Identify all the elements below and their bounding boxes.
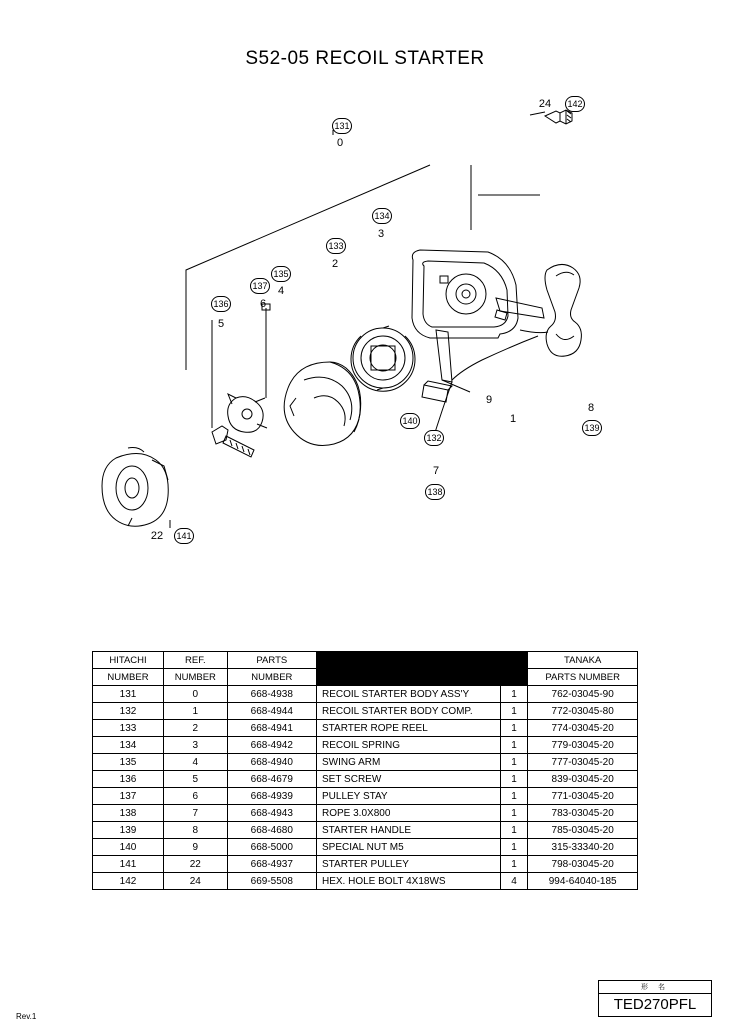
refnum-4: 4 [277, 285, 285, 297]
header-ref-number-2: NUMBER [163, 669, 227, 686]
cell-hitachi: 139 [93, 822, 164, 839]
refnum-1: 1 [509, 413, 517, 425]
cell-parts: 668-4937 [227, 856, 316, 873]
cell-hitachi: 131 [93, 686, 164, 703]
header-description [317, 652, 501, 686]
cell-tanaka: 994-64040-185 [528, 873, 638, 890]
cell-desc: HEX. HOLE BOLT 4X18WS [317, 873, 501, 890]
cell-ref: 6 [163, 788, 227, 805]
header-parts-number: PARTS [227, 652, 316, 669]
cell-tanaka: 772-03045-80 [528, 703, 638, 720]
refnum-22: 22 [150, 530, 164, 542]
exploded-view-diagram [0, 80, 730, 620]
table-row [93, 805, 638, 822]
cell-tanaka: 779-03045-20 [528, 737, 638, 754]
revision-label: Rev.1 [16, 1012, 37, 1021]
callout-132: 132 [424, 430, 444, 446]
cell-parts: 668-4680 [227, 822, 316, 839]
cell-tanaka: 315-33340-20 [528, 839, 638, 856]
cell-desc: RECOIL STARTER BODY COMP. [317, 703, 501, 720]
part-recoil-spring [351, 326, 415, 391]
cell-parts: 669-5508 [227, 873, 316, 890]
cell-hitachi: 138 [93, 805, 164, 822]
part-pulley-stay [436, 298, 544, 392]
refnum-7: 7 [432, 465, 440, 477]
header-tanaka-2: PARTS NUMBER [528, 669, 638, 686]
cell-tanaka: 762-03045-90 [528, 686, 638, 703]
cell-hitachi: 134 [93, 737, 164, 754]
refnum-8: 8 [587, 402, 595, 414]
table-header-row-1 [93, 652, 638, 669]
cell-ref: 0 [163, 686, 227, 703]
header-qty [500, 652, 528, 686]
callout-133: 133 [326, 238, 346, 254]
cell-desc: RECOIL SPRING [317, 737, 501, 754]
part-starter-handle [520, 264, 581, 356]
refnum-2: 2 [331, 258, 339, 270]
cell-parts: 668-4944 [227, 703, 316, 720]
cell-tanaka: 839-03045-20 [528, 771, 638, 788]
callout-131: 131 [332, 118, 352, 134]
cell-desc: RECOIL STARTER BODY ASS'Y [317, 686, 501, 703]
cell-desc: STARTER ROPE REEL [317, 720, 501, 737]
table-row [93, 771, 638, 788]
cell-parts: 668-4943 [227, 805, 316, 822]
cell-qty: 1 [500, 822, 528, 839]
cell-ref: 9 [163, 839, 227, 856]
callout-134: 134 [372, 208, 392, 224]
refnum-6: 6 [259, 298, 267, 310]
page-title: S52-05 RECOIL STARTER [245, 48, 485, 69]
cell-tanaka: 783-03045-20 [528, 805, 638, 822]
cell-tanaka: 798-03045-20 [528, 856, 638, 873]
table-row [93, 839, 638, 856]
refnum-0: 0 [336, 137, 344, 149]
cell-qty: 1 [500, 720, 528, 737]
cell-ref: 7 [163, 805, 227, 822]
refnum-24: 24 [538, 98, 552, 110]
cell-parts: 668-4941 [227, 720, 316, 737]
cell-qty: 4 [500, 873, 528, 890]
cell-parts: 668-4679 [227, 771, 316, 788]
parts-list-table [92, 651, 638, 890]
cell-tanaka: 785-03045-20 [528, 822, 638, 839]
callout-139: 139 [582, 420, 602, 436]
part-recoil-starter-body [412, 250, 518, 338]
table-row [93, 873, 638, 890]
cell-qty: 1 [500, 805, 528, 822]
callout-138: 138 [425, 484, 445, 500]
part-hex-bolt [545, 110, 572, 124]
cell-tanaka: 774-03045-20 [528, 720, 638, 737]
table-row [93, 754, 638, 771]
table-row [93, 822, 638, 839]
leader-line-24 [530, 112, 545, 115]
table-row [93, 856, 638, 873]
table-row [93, 720, 638, 737]
part-starter-pulley [102, 448, 168, 527]
cell-hitachi: 141 [93, 856, 164, 873]
cell-desc: SPECIAL NUT M5 [317, 839, 501, 856]
cell-qty: 1 [500, 856, 528, 873]
cell-ref: 24 [163, 873, 227, 890]
cell-hitachi: 140 [93, 839, 164, 856]
cell-hitachi: 136 [93, 771, 164, 788]
cell-qty: 1 [500, 754, 528, 771]
rope-to-handle [452, 336, 538, 380]
cell-desc: SWING ARM [317, 754, 501, 771]
cell-parts: 668-4940 [227, 754, 316, 771]
cell-parts: 668-4942 [227, 737, 316, 754]
model-name-box [598, 980, 712, 1017]
cell-qty: 1 [500, 703, 528, 720]
callout-136: 136 [211, 296, 231, 312]
callout-142: 142 [565, 96, 585, 112]
cell-hitachi: 142 [93, 873, 164, 890]
cell-qty: 1 [500, 737, 528, 754]
cell-ref: 4 [163, 754, 227, 771]
cell-ref: 3 [163, 737, 227, 754]
diagram-svg [0, 80, 730, 620]
part-special-nut [422, 381, 452, 402]
part-rope-reel [284, 362, 361, 446]
parts-table-body [93, 686, 638, 890]
cell-desc: PULLEY STAY [317, 788, 501, 805]
cell-qty: 1 [500, 686, 528, 703]
refnum-3: 3 [377, 228, 385, 240]
cell-ref: 22 [163, 856, 227, 873]
cell-qty: 1 [500, 788, 528, 805]
header-hitachi-number-2: NUMBER [93, 669, 164, 686]
cell-parts: 668-4939 [227, 788, 316, 805]
cell-desc: ROPE 3.0X800 [317, 805, 501, 822]
refnum-5: 5 [217, 318, 225, 330]
table-row [93, 703, 638, 720]
cell-tanaka: 777-03045-20 [528, 754, 638, 771]
cell-parts: 668-4938 [227, 686, 316, 703]
cell-qty: 1 [500, 771, 528, 788]
part-swing-arm [228, 394, 267, 432]
callout-135: 135 [271, 266, 291, 282]
callout-140: 140 [400, 413, 420, 429]
callout-141: 141 [174, 528, 194, 544]
cell-qty: 1 [500, 839, 528, 856]
refnum-9: 9 [485, 394, 493, 406]
cell-hitachi: 135 [93, 754, 164, 771]
cell-hitachi: 132 [93, 703, 164, 720]
cell-desc: STARTER HANDLE [317, 822, 501, 839]
cell-parts: 668-5000 [227, 839, 316, 856]
header-hitachi-number: HITACHI [93, 652, 164, 669]
cell-hitachi: 133 [93, 720, 164, 737]
header-parts-number-2: NUMBER [227, 669, 316, 686]
model-box-header: 形 名 [599, 981, 711, 994]
callout-137: 137 [250, 278, 270, 294]
cell-hitachi: 137 [93, 788, 164, 805]
cell-ref: 5 [163, 771, 227, 788]
table-row [93, 686, 638, 703]
cell-tanaka: 771-03045-20 [528, 788, 638, 805]
cell-ref: 1 [163, 703, 227, 720]
table-row [93, 788, 638, 805]
header-ref-number: REF. [163, 652, 227, 669]
table-row [93, 737, 638, 754]
model-name: TED270PFL [613, 996, 697, 1013]
cell-desc: SET SCREW [317, 771, 501, 788]
part-set-screw [212, 426, 254, 457]
cell-ref: 8 [163, 822, 227, 839]
cell-desc: STARTER PULLEY [317, 856, 501, 873]
header-tanaka: TANAKA [528, 652, 638, 669]
cell-ref: 2 [163, 720, 227, 737]
